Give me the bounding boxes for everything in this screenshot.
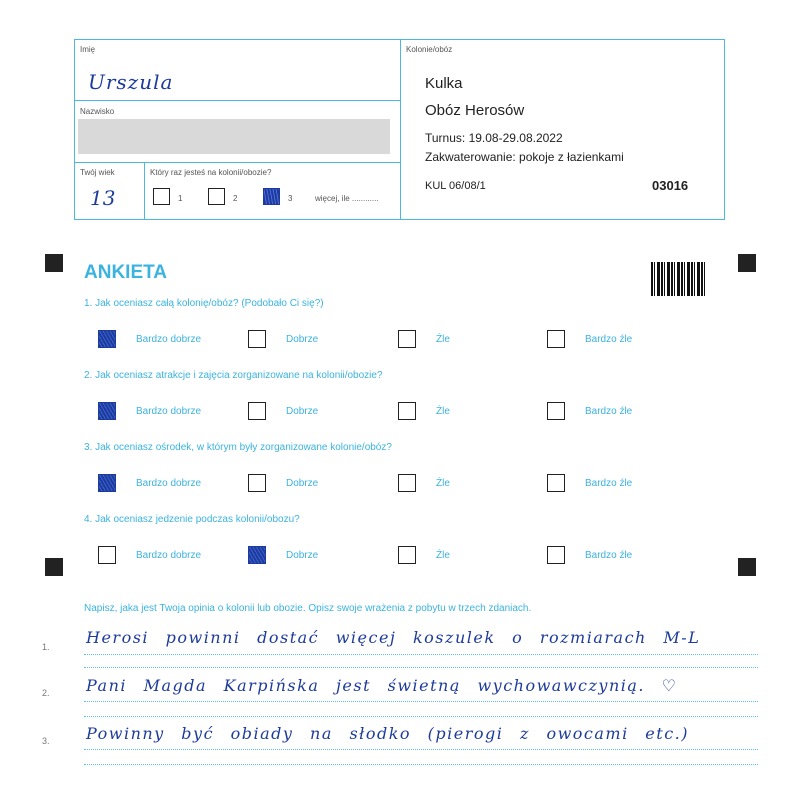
opinion-line-3[interactable]: Powinny być obiady na słodko (pierogi z owocami etc.)	[86, 724, 689, 743]
accommodation-text: Zakwaterowanie: pokoje z łazienkami	[425, 150, 624, 164]
rating-option-label: Bardzo dobrze	[136, 334, 202, 345]
rating-option-label: Dobrze	[286, 550, 319, 561]
opinion-line-2[interactable]: Pani Magda Karpińska jest świetną wychowawczynią. ♡	[86, 676, 678, 695]
rating-option-label: Źle	[436, 550, 450, 561]
header-divider	[144, 162, 145, 220]
registration-marker	[45, 254, 63, 272]
rating-checkbox[interactable]	[398, 402, 416, 420]
rating-option-label: Bardzo źle	[585, 550, 633, 561]
rating-checkbox[interactable]	[248, 474, 266, 492]
header-divider	[74, 100, 400, 101]
times-more-label: więcej, ile ............	[315, 194, 379, 203]
camp-code: KUL 06/08/1	[425, 180, 486, 192]
times-label: Który raz jesteś na kolonii/obozie?	[150, 168, 272, 177]
writing-line	[84, 701, 758, 702]
line-number: 3.	[42, 736, 50, 746]
barcode	[651, 262, 707, 296]
surname-field-redacted[interactable]	[78, 119, 390, 154]
times-option-label: 3	[288, 194, 293, 203]
question-text: 4. Jak oceniasz jedzenie podczas kolonii/obozu?	[84, 514, 300, 525]
question-text: 3. Jak oceniasz ośrodek, w którym były zorganizowane kolonie/obóz?	[84, 442, 392, 453]
rating-option-label: Bardzo źle	[585, 406, 633, 417]
writing-line	[84, 749, 758, 750]
line-number: 2.	[42, 688, 50, 698]
line-number: 1.	[42, 642, 50, 652]
rating-checkbox[interactable]	[248, 402, 266, 420]
header-divider	[400, 39, 401, 220]
rating-checkbox[interactable]	[547, 330, 565, 348]
rating-option-label: Bardzo źle	[585, 478, 633, 489]
question-text: 2. Jak oceniasz atrakcje i zajęcia zorganizowane na kolonii/obozie?	[84, 370, 383, 381]
name-field[interactable]: Urszula	[88, 70, 174, 94]
rating-option-label: Źle	[436, 406, 450, 417]
survey-title: ANKIETA	[84, 262, 168, 283]
question-text: 1. Jak oceniasz całą kolonię/obóz? (Podobało Ci się?)	[84, 298, 324, 309]
registration-marker	[738, 254, 756, 272]
rating-checkbox[interactable]	[398, 474, 416, 492]
camp-label: Kolonie/obóz	[406, 45, 453, 54]
rating-checkbox[interactable]	[98, 474, 116, 492]
camp-name: Kulka	[425, 75, 463, 92]
rating-checkbox[interactable]	[547, 402, 565, 420]
age-label: Twój wiek	[80, 168, 115, 177]
form-number: 03016	[652, 178, 689, 193]
times-option-label: 1	[178, 194, 183, 203]
times-checkbox-3[interactable]	[263, 188, 280, 205]
rating-checkbox[interactable]	[398, 330, 416, 348]
rating-option-label: Bardzo źle	[585, 334, 633, 345]
writing-line	[84, 667, 758, 668]
rating-checkbox[interactable]	[547, 474, 565, 492]
header-divider	[74, 162, 400, 163]
writing-line	[84, 654, 758, 655]
camp-subtitle: Obóz Herosów	[425, 102, 525, 119]
rating-checkbox[interactable]	[98, 546, 116, 564]
rating-checkbox[interactable]	[98, 402, 116, 420]
rating-option-label: Dobrze	[286, 334, 319, 345]
opinion-prompt: Napisz, jaka jest Twoja opinia o kolonii lub obozie. Opisz swoje wrażenia z pobytu w trzech zdaniach.	[84, 603, 532, 614]
writing-line	[84, 716, 758, 717]
writing-line	[84, 764, 758, 765]
rating-option-label: Źle	[436, 478, 450, 489]
rating-checkbox[interactable]	[248, 330, 266, 348]
registration-marker	[738, 558, 756, 576]
age-field[interactable]: 13	[90, 186, 116, 210]
times-checkbox-2[interactable]	[208, 188, 225, 205]
rating-checkbox[interactable]	[547, 546, 565, 564]
opinion-line-1[interactable]: Herosi powinni dostać więcej koszulek o rozmiarach M-L	[86, 628, 701, 647]
rating-checkbox[interactable]	[248, 546, 266, 564]
turnus-text: Turnus: 19.08-29.08.2022	[425, 131, 563, 145]
rating-option-label: Bardzo dobrze	[136, 550, 202, 561]
rating-option-label: Bardzo dobrze	[136, 406, 202, 417]
registration-marker	[45, 558, 63, 576]
times-option-label: 2	[233, 194, 238, 203]
rating-checkbox[interactable]	[398, 546, 416, 564]
times-checkbox-1[interactable]	[153, 188, 170, 205]
surname-label: Nazwisko	[80, 107, 115, 116]
rating-option-label: Dobrze	[286, 406, 319, 417]
name-label: Imię	[80, 45, 96, 54]
rating-checkbox[interactable]	[98, 330, 116, 348]
rating-option-label: Dobrze	[286, 478, 319, 489]
rating-option-label: Bardzo dobrze	[136, 478, 202, 489]
rating-option-label: Źle	[436, 334, 450, 345]
